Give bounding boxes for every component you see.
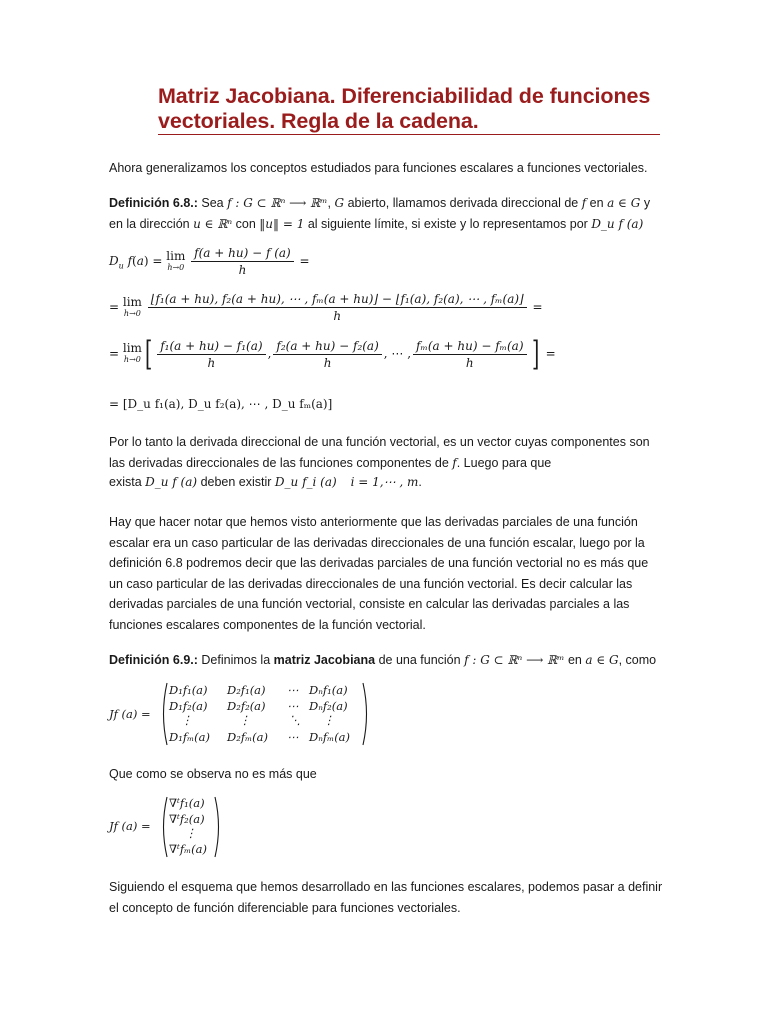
matrix-cell: ⋮: [181, 713, 193, 727]
text: Sea: [201, 196, 224, 210]
page-title: Matriz Jacobiana. Diferenciabilidad de funciones vectoriales. Regla de la cadena.: [158, 84, 651, 133]
math-a-in-G: a ∈ G: [607, 196, 641, 210]
eq3-limit: [123, 343, 142, 365]
equation-4: = [D_u f₁(a), D_u f₂(a), ⋯ , D_u fₘ(a)]: [109, 397, 333, 411]
math-function-map: f : G ⊂ ℝⁿ ⟶ ℝᵐ: [464, 653, 565, 667]
limit-subscript: h→0: [167, 262, 185, 272]
matrix-cell: Dₙf₁(a): [309, 683, 348, 697]
numerator: fₘ(a + hu) − fₘ(a): [413, 339, 526, 355]
gradient-vector: [109, 794, 239, 860]
eq1-lhs-symbol: D: [109, 254, 119, 268]
matrix-cell: Dₙfₘ(a): [309, 730, 351, 744]
numerator: f₂(a + hu) − f₂(a): [273, 339, 381, 355]
text: con: [235, 217, 256, 231]
text: las derivadas direccionales de las funciones componentes de: [109, 456, 449, 470]
denominator: h: [238, 263, 247, 277]
matrix-cell: ⋯: [287, 683, 299, 697]
title-divider: [158, 134, 660, 135]
jacobian-matrix: [109, 680, 379, 750]
equation-3: = lim h→0 [ $\frac{\text{f₁(a + hu) − f₁(a)}}{h}$ , $\frac{\text{f₂(a + hu) − f₂(a)}}{h}$ , ⋯ , $\frac{\text{fₘ(a + hu) − fₘ(a)}}{h}$ ] =: [109, 334, 556, 374]
text: deben existir: [200, 475, 272, 489]
eq3-fraction-2: [273, 339, 381, 370]
numerator: f₁(a + hu) − f₁(a): [157, 339, 265, 355]
right-bracket: ]: [531, 334, 539, 374]
text: exista: [109, 475, 142, 489]
matrix-cell: Dₙf₂(a): [309, 699, 348, 713]
text: ,: [327, 196, 331, 210]
definition-6-8-label: Definición 6.8.:: [109, 196, 198, 210]
text: , como: [618, 653, 657, 667]
matrix-cell: D₂f₁(a): [227, 683, 266, 697]
vector-cell: ∇ᵗf₂(a): [169, 812, 205, 826]
math-f: f: [452, 456, 457, 470]
math-G: G: [334, 196, 345, 210]
math-directional-derivative: D_u f (a): [145, 475, 198, 489]
text: al siguiente límite, si existe y lo representamos por: [307, 217, 588, 231]
text: de una función: [378, 653, 461, 667]
limit-text: lim: [122, 341, 142, 355]
closing-paragraph: Siguiendo el esquema que hemos desarrollado en las funciones escalares, podemos pasar a definir el concepto de función diferenciable para funciones vectoriales.: [109, 880, 663, 915]
matrix-cell: D₁f₁(a): [169, 683, 208, 697]
left-paren: [159, 796, 169, 858]
matrix-cell: D₁fₘ(a): [169, 730, 210, 744]
paragraph-1-line1: Por lo tanto la derivada direccional de una función vectorial, es un vector cuyas componentes son: [109, 435, 650, 449]
right-paren: [361, 682, 371, 746]
math-function-map: f : G ⊂ ℝⁿ ⟶ ℝᵐ: [227, 196, 328, 210]
definition-6-9-label: Definición 6.9.:: [109, 653, 198, 667]
equation-1: $D_u$ f(a) = lim h→0 $\frac{f(a + hu) - f (a)}{h}$ =: [109, 246, 310, 277]
eq2-fraction: [148, 292, 527, 323]
intro-paragraph: Ahora generalizamos los conceptos estudiados para funciones escalares a funciones vectoriales.: [109, 161, 648, 175]
denominator: h: [207, 355, 216, 370]
math-u-in-Rn: u ∈ ℝⁿ: [193, 217, 233, 231]
math-index-range: i = 1,⋯ , m: [350, 475, 419, 489]
text: abierto, llamamos derivada direccional de: [347, 196, 579, 210]
math-f: f: [581, 196, 587, 210]
eq2-limit: [122, 294, 142, 319]
limit-subscript: h→0: [123, 355, 141, 364]
text: en: [567, 653, 582, 667]
definition-6-8-line2: [109, 214, 669, 235]
text: y: [643, 196, 651, 210]
vector-cell: ⋮: [185, 826, 197, 840]
text: en: [589, 196, 604, 210]
eq3-fraction-3: [413, 339, 526, 370]
matrix-cell: ⋱: [289, 713, 301, 727]
jacobian-lhs: Jf (a) =: [109, 707, 151, 721]
numerator: ⌊f₁(a + hu), f₂(a + hu), ⋯ , fₘ(a + hu)⌋ − ⌊f₁(a), f₂(a), ⋯ , fₘ(a)⌋: [148, 292, 527, 308]
gradient-lhs: Jf (a) =: [109, 819, 151, 833]
limit-text: lim: [122, 294, 142, 309]
limit-subscript: h→0: [123, 308, 141, 318]
denominator: h: [323, 355, 332, 370]
eq1-fraction: [191, 246, 294, 277]
matrix-cell: D₁f₂(a): [169, 699, 208, 713]
equation-2: = lim h→0 ⌊f₁(a + hu), f₂(a + hu), ⋯ , fₘ(a + hu)⌋ − ⌊f₁(a), f₂(a), ⋯ , fₘ(a)⌋ h =: [109, 292, 543, 323]
paragraph-2: Hay que hacer notar que hemos visto anteriormente que las derivadas parciales de una función escalar era un caso particular de las derivadas direccionales de una función escalar, luego por la definición 6.8 podremos decir que las derivadas parciales de una función vectorial no es más que un caso particular de las derivadas direccionales de una función vectorial. Es decir calcular las derivadas parciales de una función vectorial, consiste en calcular las derivadas parciales a las funciones escalares componentes de la función vectorial.: [109, 515, 649, 632]
matrix-cell: ⋮: [239, 713, 251, 727]
matrix-cell: D₂fₘ(a): [227, 730, 268, 744]
matrix-cell: ⋯: [287, 730, 299, 744]
limit-text: lim: [166, 248, 186, 263]
text: .: [418, 475, 422, 489]
denominator: h: [465, 355, 474, 370]
left-bracket: [: [144, 334, 153, 374]
numerator: f(a + hu) − f (a): [191, 246, 294, 262]
paragraph-1-line3: [109, 472, 669, 493]
math-component-derivative: D_u f_i (a): [274, 475, 337, 489]
vector-cell: ∇ᵗf₁(a): [169, 796, 205, 810]
math-a-in-G: a ∈ G: [585, 653, 619, 667]
eq1-limit: [166, 248, 186, 273]
matrix-cell: ⋮: [323, 713, 335, 727]
text: . Luego para que: [456, 456, 552, 470]
text: Definimos la: [201, 653, 271, 667]
vector-cell: ∇ᵗfₘ(a): [169, 842, 208, 856]
bold-term: matriz Jacobiana: [273, 653, 376, 667]
text: en la dirección: [109, 217, 190, 231]
observe-text: Que como se observa no es más que: [109, 767, 317, 781]
matrix-cell: D₂f₂(a): [227, 699, 266, 713]
matrix-cell: ⋯: [287, 699, 299, 713]
definition-6-8-line1: [109, 193, 669, 214]
paragraph-1-line2: [109, 453, 669, 474]
math-directional-derivative: D_u f (a): [591, 217, 644, 231]
math-unit-norm: ‖u‖ = 1: [259, 217, 305, 231]
definition-6-9: [109, 650, 669, 671]
right-paren: [213, 796, 223, 858]
left-paren: [159, 682, 169, 746]
denominator: h: [333, 309, 342, 323]
eq3-fraction-1: [157, 339, 265, 370]
